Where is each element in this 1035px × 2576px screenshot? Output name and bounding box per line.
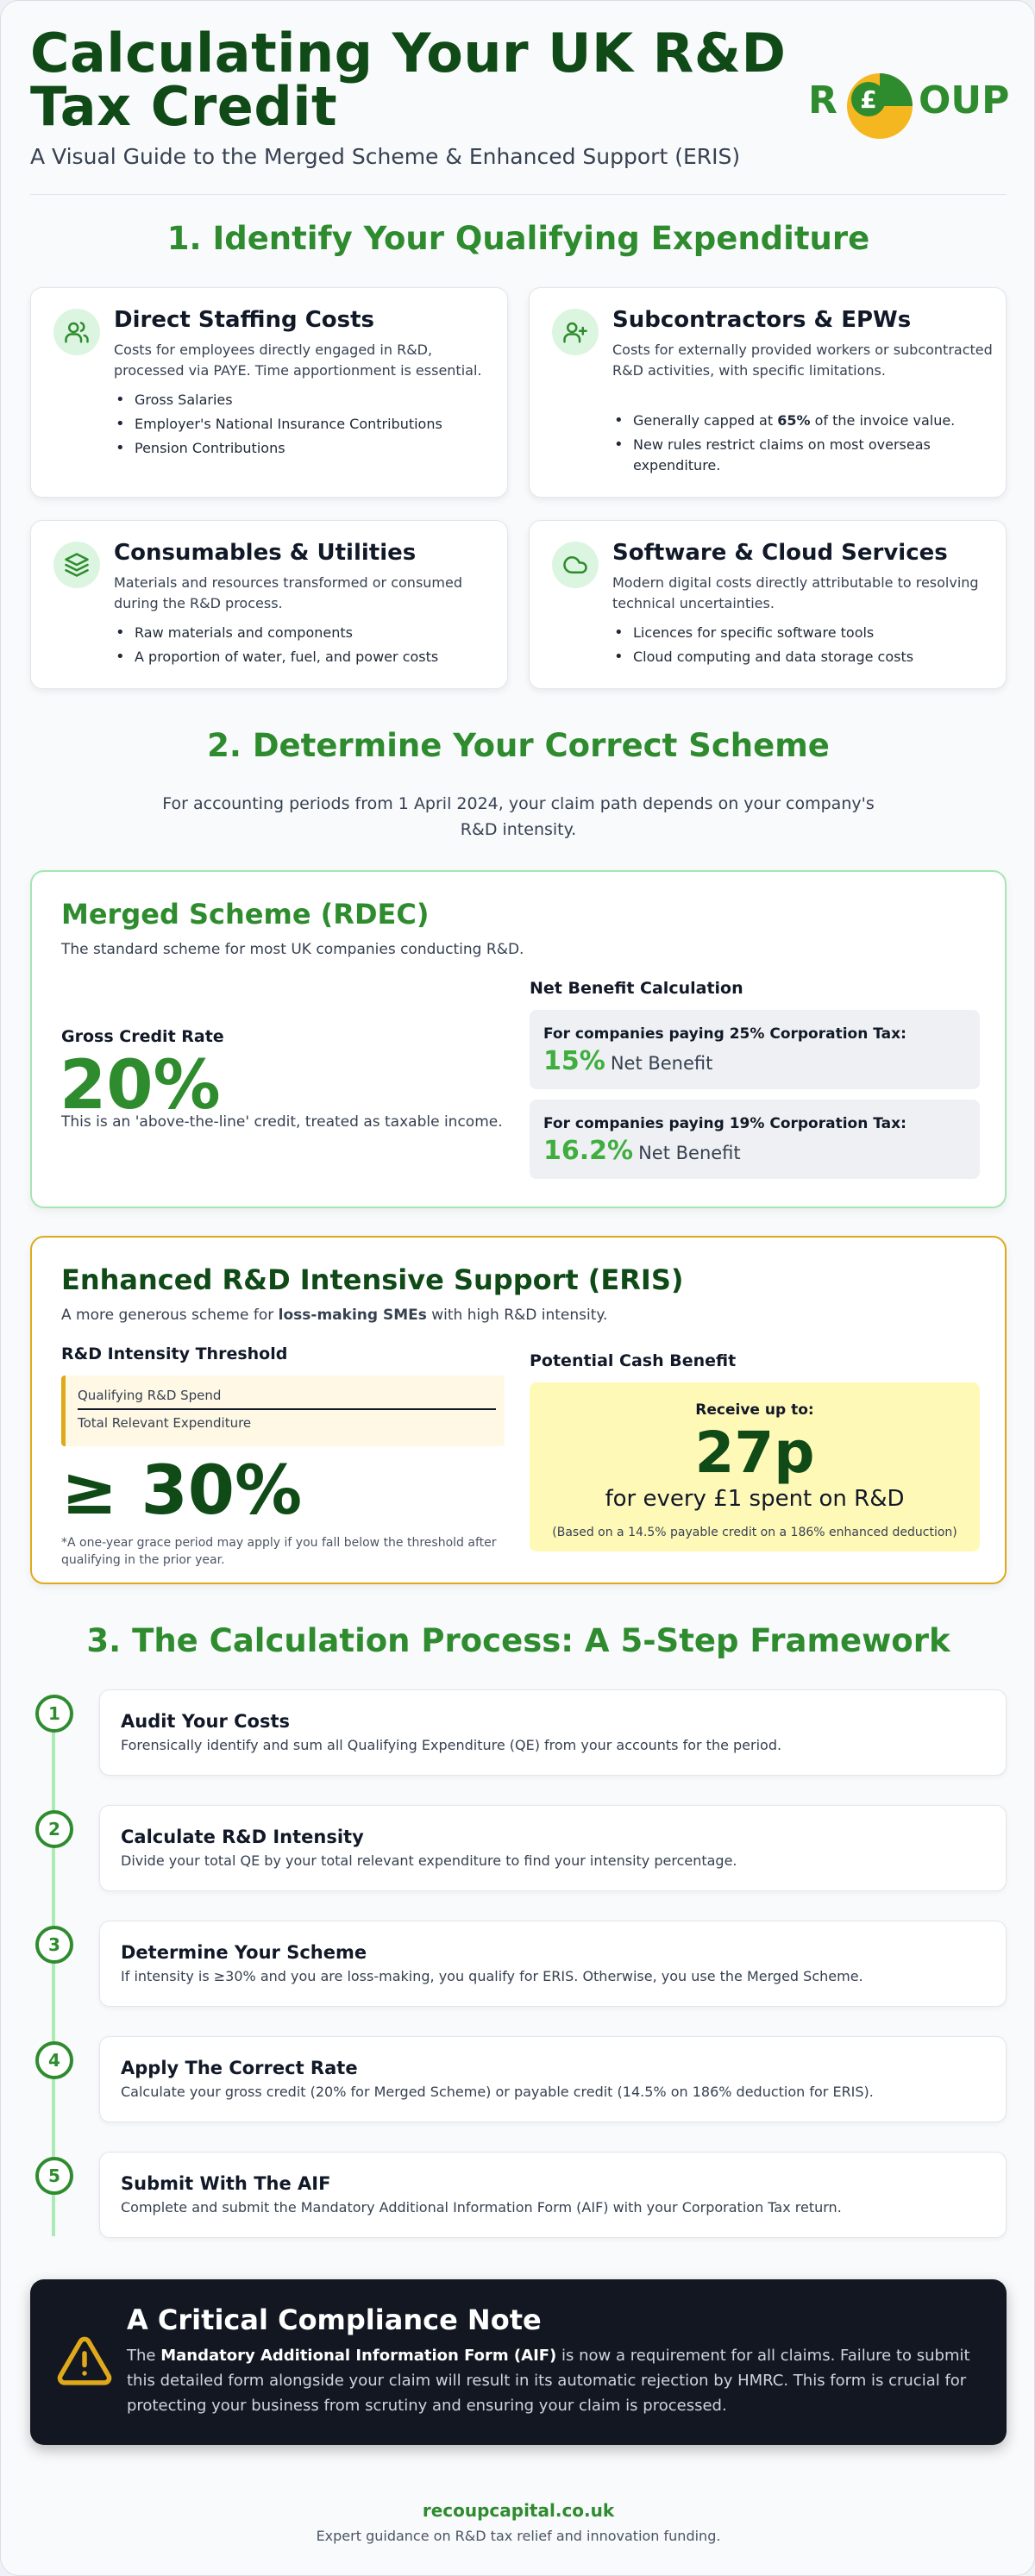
footer-url-link[interactable]: recoupcapital.co.uk [422,2500,615,2521]
step-number: 2 [35,1810,73,1848]
page-subtitle: A Visual Guide to the Merged Scheme & Enhanced Support (ERIS) [30,144,741,169]
cash-amount: 27p [694,1420,815,1486]
card-list [612,623,1009,671]
section-2-intro: For accounting periods from 1 April 2024, your claim path depends on your company's R&D intensity. [162,794,875,839]
net-benefit-label: For companies paying 25% Corporation Tax: [543,1025,906,1043]
merged-scheme-description: The standard scheme for most UK companies conducting R&D. [61,941,524,958]
logo-pie-icon [843,66,917,141]
card-list [114,390,511,462]
eris-scheme-title: Enhanced R&D Intensive Support (ERIS) [61,1263,684,1296]
list-item: • New rules restrict claims on most overseas expenditure. [612,435,1009,476]
net-benefit-label: For companies paying 19% Corporation Tax: [543,1115,906,1132]
logo-text-left: R [808,78,837,122]
users-icon [53,309,100,355]
fraction-numerator: Qualifying R&D Spend [78,1388,222,1403]
step-description: If intensity is ≥30% and you are loss-making, you qualify for ERIS. Otherwise, you use the Merged Scheme. [121,1968,863,1984]
card-list [114,623,511,671]
merged-scheme-panel [30,870,1007,1208]
step-card-2 [99,1805,1007,1891]
brand-logo [808,63,1010,141]
step-description: Divide your total QE by your total relevant expenditure to find your intensity percentage. [121,1852,737,1869]
page-title [30,22,789,138]
step-description: Forensically identify and sum all Qualifying Expenditure (QE) from your accounts for the period. [121,1737,782,1753]
fraction-divider [78,1408,496,1410]
eris-scheme-description: A more generous scheme for loss-making SMEs with high R&D intensity. [61,1307,608,1324]
list-item: • Employer's National Insurance Contributions [114,414,511,435]
header-divider [30,194,1007,195]
section-1-title: 1. Identify Your Qualifying Expenditure [166,220,870,257]
step-card-4 [99,2036,1007,2122]
list-item: • Cloud computing and data storage costs [612,647,1009,668]
cash-basis-note: (Based on a 14.5% payable credit on a 186% enhanced deduction) [552,1526,957,1539]
header [30,22,1010,196]
card-consumables [30,520,508,689]
net-benefit-value: 16.2% Net Benefit [543,1136,741,1166]
gross-credit-rate: 20% [60,1047,221,1125]
logo-text-right: OUP [919,78,1010,122]
cash-per-pound: for every £1 spent on R&D [605,1486,905,1512]
gross-credit-note: This is an 'above-the-line' credit, treated as taxable income. [61,1113,503,1131]
section-3-title: 3. The Calculation Process: A 5-Step Framework [86,1622,950,1659]
cash-benefit-heading: Potential Cash Benefit [530,1351,737,1370]
net-benefit-heading: Net Benefit Calculation [530,979,743,998]
logo-pound-symbol: £ [860,85,877,114]
step-card-1 [99,1689,1007,1776]
list-item: • Licences for specific software tools [612,623,1009,643]
list-item: • Pension Contributions [114,438,511,459]
card-direct-staffing [30,287,508,498]
net-benefit-box-19 [530,1100,980,1179]
card-description: Modern digital costs directly attributable to resolving technical uncertainties. [612,574,979,611]
step-title: Calculate R&D Intensity [121,1827,364,1847]
card-subcontractors [529,287,1007,498]
step-title: Submit With The AIF [121,2173,331,2194]
cash-benefit-box [530,1382,980,1551]
compliance-title: A Critical Compliance Note [127,2303,542,2336]
step-title: Apply The Correct Rate [121,2058,358,2078]
threshold-heading: R&D Intensity Threshold [61,1344,288,1363]
step-card-3 [99,1921,1007,2007]
net-benefit-value: 15% Net Benefit [543,1046,713,1076]
step-description: Complete and submit the Mandatory Additional Information Form (AIF) with your Corporation Tax return. [121,2199,842,2216]
card-software-cloud [529,520,1007,689]
list-item: • Generally capped at 65% of the invoice value. [612,411,1009,431]
gross-credit-label: Gross Credit Rate [61,1027,224,1046]
fraction-denominator: Total Relevant Expenditure [78,1415,252,1431]
step-number: 4 [35,2041,73,2079]
step-description: Calculate your gross credit (20% for Merged Scheme) or payable credit (14.5% on 186% deduction for ERIS). [121,2084,874,2100]
card-list [612,411,1009,479]
list-item: • Raw materials and components [114,623,511,643]
card-description: Costs for externally provided workers or subcontracted R&D activities, with specific limitations. [612,342,993,379]
step-title: Audit Your Costs [121,1711,290,1732]
compliance-text: The Mandatory Additional Information Form (AIF) is now a requirement for all claims. Failure to submit this detailed form alongside your claim will result in its automatic rejection by HMRC. This form is crucial for protecting your business from scrutiny and ensuring your claim is processed. [127,2347,970,2415]
layers-icon [53,542,100,588]
step-title: Determine Your Scheme [121,1942,367,1963]
step-card-5 [99,2152,1007,2238]
list-item: • A proportion of water, fuel, and power costs [114,647,511,668]
step-number: 3 [35,1926,73,1964]
intensity-fraction [61,1376,505,1446]
footer-tagline: Expert guidance on R&D tax relief and innovation funding. [316,2528,721,2544]
step-number: 1 [35,1695,73,1733]
cash-upto-label: Receive up to: [695,1401,814,1419]
card-title: Direct Staffing Costs [114,307,375,333]
warning-icon [56,2335,113,2386]
step-number: 5 [35,2157,73,2195]
eris-scheme-panel [30,1236,1007,1584]
grace-period-note: *A one-year grace period may apply if you fall below the threshold after qualifying in the prior year. [61,1536,497,1567]
section-2-title: 2. Determine Your Correct Scheme [207,727,830,764]
compliance-note-panel [30,2279,1007,2445]
merged-scheme-title: Merged Scheme (RDEC) [61,898,430,931]
list-item: • Gross Salaries [114,390,511,411]
card-title: Software & Cloud Services [612,540,948,566]
card-title: Consumables & Utilities [114,540,417,566]
cloud-icon [552,542,599,588]
title-line-2: Tax Credit [30,75,338,138]
card-title: Subcontractors & EPWs [612,307,912,333]
title-line-1: Calculating Your UK R&D [30,22,787,85]
card-description: Costs for employees directly engaged in R&D, processed via PAYE. Time apportionment is essential. [114,342,482,379]
net-benefit-box-25 [530,1010,980,1089]
intensity-threshold: ≥ 30% [61,1452,303,1530]
card-description: Materials and resources transformed or consumed during the R&D process. [114,574,462,611]
user-plus-icon [552,309,599,355]
